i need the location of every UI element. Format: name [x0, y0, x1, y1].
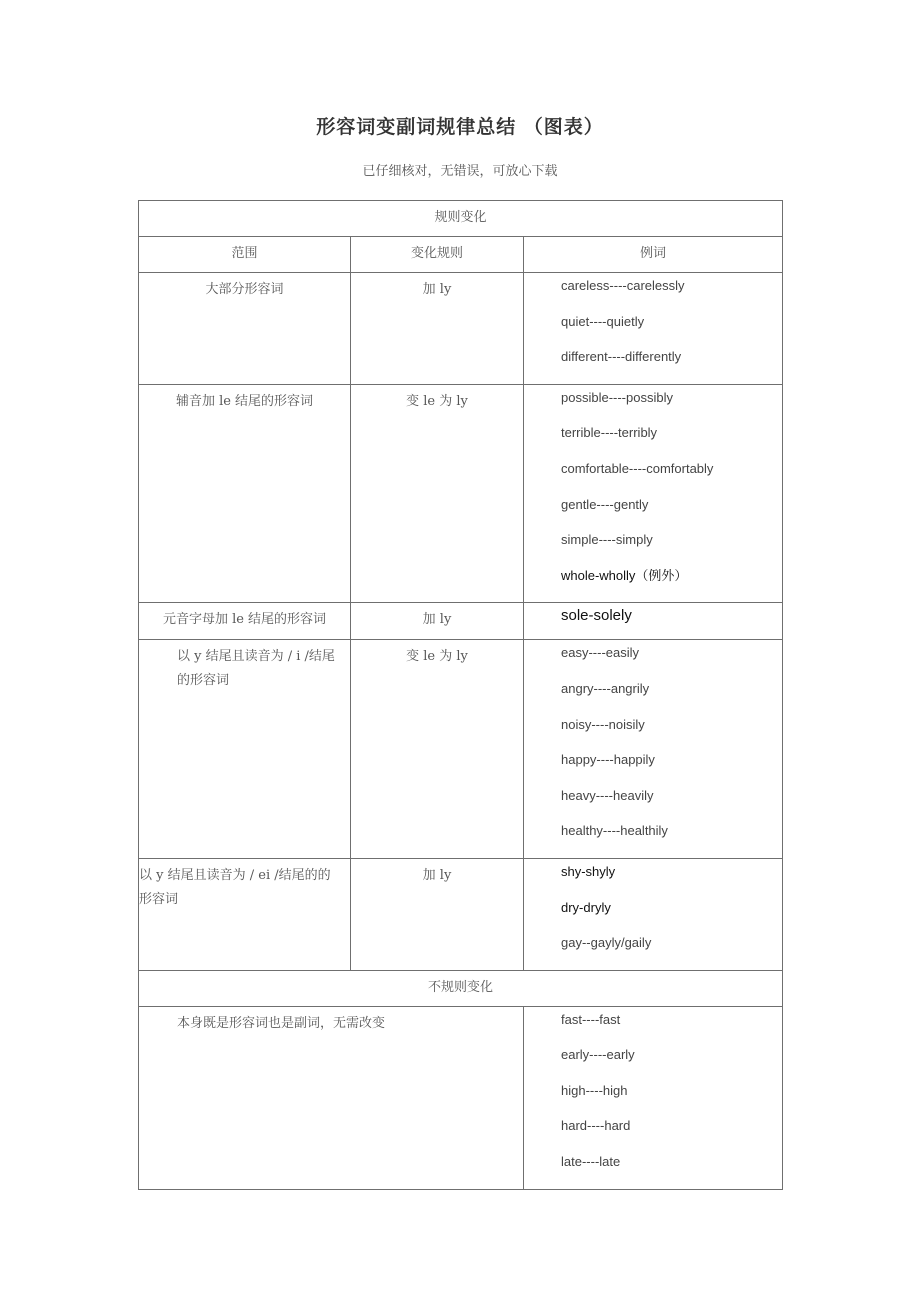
- example-word: whole-wholly（例外）: [561, 567, 688, 583]
- examples-cell: [524, 1006, 783, 1189]
- example-word: quiet----quietly: [561, 313, 645, 329]
- examples-cell: [524, 858, 783, 970]
- example-word: sole-solely: [561, 607, 632, 625]
- rules-table: [138, 200, 783, 1190]
- example-word: fast----fast: [561, 1011, 621, 1027]
- rule-cell: 加 ly: [351, 603, 524, 640]
- range-cell: 大部分形容词: [139, 273, 351, 385]
- table-row: [139, 640, 783, 859]
- rule-cell: 变 le 为 ly: [351, 384, 524, 603]
- example-word: hard----hard: [561, 1118, 631, 1134]
- example-word: simple----simply: [561, 532, 653, 548]
- range-cell: 元音字母加 le 结尾的形容词: [139, 603, 351, 640]
- example-word: comfortable----comfortably: [561, 460, 714, 476]
- range-cell: 以 y 结尾且读音为 / ei /结尾的的形容词: [139, 858, 351, 970]
- column-header-rule: 变化规则: [351, 237, 524, 273]
- page-subtitle: 已仔细核对，无错误，可放心下载: [362, 164, 558, 179]
- page-title: 形容词变副词规律总结 （图表）: [316, 116, 604, 138]
- table-row: [139, 384, 783, 603]
- table-row: [139, 1006, 783, 1189]
- example-word: healthy----healthily: [561, 823, 668, 839]
- column-header-examples: 例词: [524, 237, 783, 273]
- table-row: [139, 858, 783, 970]
- column-header-row: [139, 237, 783, 273]
- example-word: angry----angrily: [561, 680, 650, 696]
- example-word: careless----carelessly: [561, 278, 685, 293]
- example-word: different----differently: [561, 349, 682, 365]
- regular-section-row: [139, 201, 783, 237]
- range-cell: 以 y 结尾且读音为 / i /结尾的形容词: [139, 640, 351, 859]
- irregular-section-row: [139, 970, 783, 1006]
- column-header-range: 范围: [139, 237, 351, 273]
- rule-cell: 变 le 为 ly: [351, 640, 524, 859]
- example-word: late----late: [561, 1154, 621, 1170]
- table-row: [139, 603, 783, 640]
- example-word: terrible----terribly: [561, 425, 658, 441]
- examples-cell: [524, 603, 783, 640]
- example-word: dry-dryly: [561, 899, 611, 915]
- example-word: heavy----heavily: [561, 787, 654, 803]
- regular-section-header: 规则变化: [139, 201, 783, 237]
- range-cell: 辅音加 le 结尾的形容词: [139, 384, 351, 603]
- examples-cell: [524, 273, 783, 385]
- example-word: shy-shyly: [561, 863, 616, 879]
- irregular-section-header: 不规则变化: [139, 970, 783, 1006]
- example-word: early----early: [561, 1047, 635, 1063]
- example-word: noisy----noisily: [561, 716, 645, 732]
- example-word: gay--gayly/gaily: [561, 935, 652, 951]
- example-word: high----high: [561, 1082, 628, 1098]
- examples-cell: [524, 384, 783, 603]
- example-word: gentle----gently: [561, 496, 649, 512]
- example-word: easy----easily: [561, 645, 640, 661]
- range-cell: 本身既是形容词也是副词，无需改变: [139, 1006, 524, 1189]
- table-row: [139, 273, 783, 385]
- example-word: happy----happily: [561, 752, 655, 768]
- examples-cell: [524, 640, 783, 859]
- rule-cell: 加 ly: [351, 273, 524, 385]
- example-word: possible----possibly: [561, 389, 673, 405]
- rule-cell: 加 ly: [351, 858, 524, 970]
